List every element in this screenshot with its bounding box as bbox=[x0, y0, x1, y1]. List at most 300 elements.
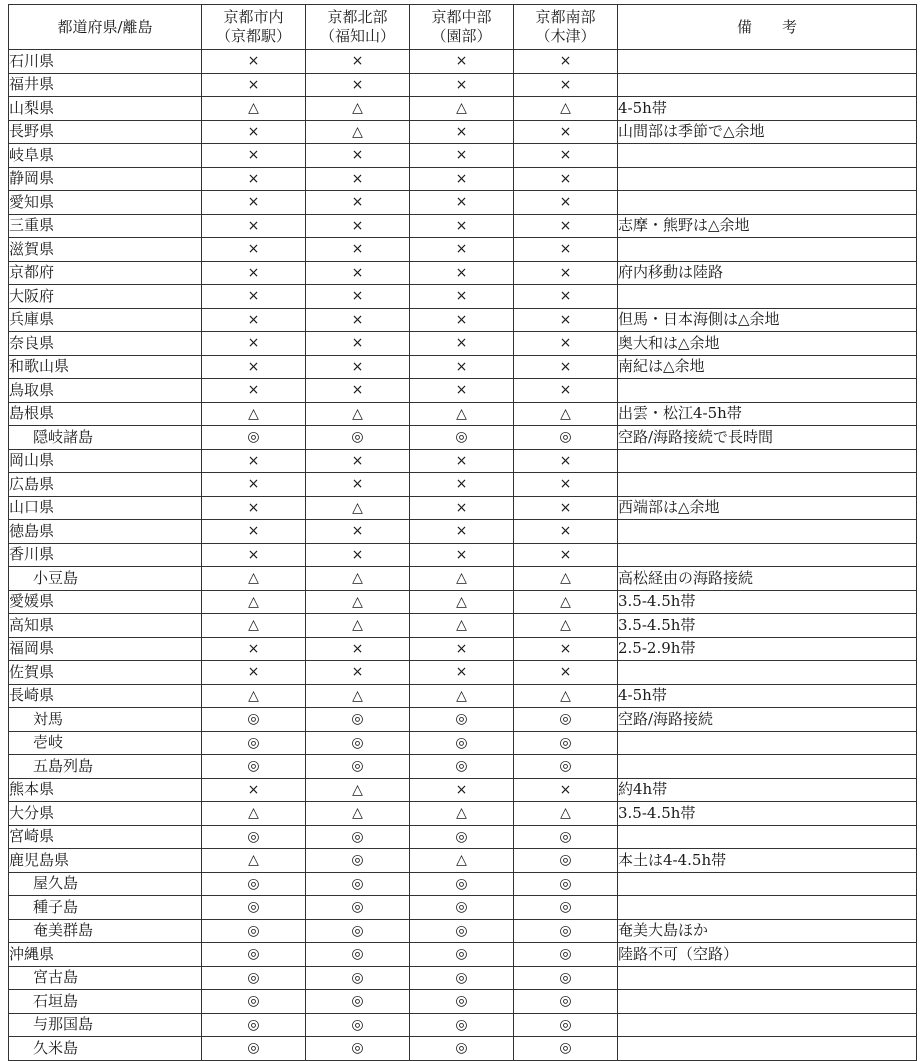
availability-mark: ◎ bbox=[455, 993, 468, 1009]
table-row bbox=[9, 473, 917, 497]
availability-cell bbox=[514, 567, 618, 591]
availability-mark: × bbox=[455, 640, 468, 657]
availability-cell bbox=[202, 144, 306, 168]
availability-mark: × bbox=[559, 123, 572, 140]
availability-mark: × bbox=[247, 523, 260, 539]
availability-cell bbox=[202, 896, 306, 920]
availability-mark: ◎ bbox=[559, 828, 572, 845]
note-cell bbox=[618, 238, 917, 262]
availability-mark: △ bbox=[248, 100, 259, 116]
availability-mark: × bbox=[455, 217, 468, 234]
availability-cell bbox=[514, 285, 618, 309]
availability-cell bbox=[514, 755, 618, 779]
availability-mark: ◎ bbox=[247, 828, 260, 845]
availability-mark: △ bbox=[248, 405, 259, 422]
note-cell bbox=[618, 1037, 917, 1061]
availability-cell bbox=[202, 73, 306, 97]
table-row bbox=[9, 778, 917, 802]
availability-mark: × bbox=[351, 523, 364, 539]
header-notes bbox=[618, 5, 917, 50]
table-row bbox=[9, 285, 917, 309]
availability-cell bbox=[410, 167, 514, 191]
availability-mark: △ bbox=[560, 570, 571, 586]
availability-mark: × bbox=[351, 170, 364, 187]
availability-cell bbox=[306, 919, 410, 943]
availability-mark: △ bbox=[248, 687, 259, 704]
availability-cell bbox=[306, 849, 410, 873]
table-row bbox=[9, 379, 917, 403]
island-name: 種子島 bbox=[9, 896, 202, 920]
availability-cell bbox=[202, 379, 306, 403]
note-cell bbox=[618, 285, 917, 309]
note-cell bbox=[618, 661, 917, 685]
prefecture-name: 愛媛県 bbox=[9, 590, 202, 614]
availability-cell bbox=[514, 943, 618, 967]
table-row bbox=[9, 661, 917, 685]
availability-cell bbox=[410, 896, 514, 920]
availability-mark: × bbox=[559, 452, 572, 469]
availability-mark: × bbox=[247, 170, 260, 187]
prefecture-name: 鹿児島県 bbox=[9, 849, 202, 873]
availability-cell bbox=[306, 73, 410, 97]
note-cell: 但馬・日本海側は△余地 bbox=[618, 308, 917, 332]
availability-mark: × bbox=[247, 241, 260, 257]
table-row bbox=[9, 144, 917, 168]
availability-mark: × bbox=[247, 76, 260, 93]
availability-cell bbox=[306, 261, 410, 285]
availability-cell bbox=[306, 238, 410, 262]
note-cell bbox=[618, 1013, 917, 1037]
table-row bbox=[9, 637, 917, 661]
table-row bbox=[9, 543, 917, 567]
availability-mark: △ bbox=[560, 405, 571, 422]
note-cell bbox=[618, 50, 917, 74]
prefecture-name: 大分県 bbox=[9, 802, 202, 826]
table-row bbox=[9, 990, 917, 1014]
prefecture-name: 福井県 bbox=[9, 73, 202, 97]
availability-mark: × bbox=[559, 664, 572, 680]
availability-cell bbox=[410, 261, 514, 285]
availability-mark: ◎ bbox=[351, 993, 364, 1009]
availability-mark: × bbox=[247, 546, 260, 563]
availability-cell bbox=[202, 426, 306, 450]
availability-mark: ◎ bbox=[455, 1016, 468, 1033]
availability-mark: × bbox=[455, 76, 468, 93]
header-area-line2: （木津） bbox=[535, 27, 596, 45]
availability-mark: × bbox=[247, 452, 260, 469]
note-cell bbox=[618, 896, 917, 920]
availability-cell bbox=[410, 308, 514, 332]
availability-mark: △ bbox=[560, 805, 571, 821]
table-row bbox=[9, 966, 917, 990]
availability-cell bbox=[202, 966, 306, 990]
prefecture-name: 福岡県 bbox=[9, 637, 202, 661]
availability-mark: × bbox=[247, 335, 260, 351]
table-row bbox=[9, 402, 917, 426]
table-row bbox=[9, 896, 917, 920]
availability-cell bbox=[410, 872, 514, 896]
availability-cell bbox=[514, 355, 618, 379]
table-row bbox=[9, 191, 917, 215]
note-cell: 3.5-4.5h帯 bbox=[618, 614, 917, 638]
availability-cell bbox=[514, 966, 618, 990]
availability-mark: ◎ bbox=[351, 922, 364, 939]
availability-cell bbox=[306, 943, 410, 967]
availability-mark: × bbox=[351, 640, 364, 657]
availability-mark: × bbox=[559, 170, 572, 187]
availability-cell bbox=[514, 590, 618, 614]
availability-mark: ◎ bbox=[247, 922, 260, 939]
availability-mark: ◎ bbox=[455, 922, 468, 939]
availability-cell bbox=[514, 379, 618, 403]
availability-mark: × bbox=[455, 311, 468, 328]
availability-mark: △ bbox=[248, 570, 259, 586]
availability-cell bbox=[306, 755, 410, 779]
header-prefecture bbox=[9, 5, 202, 50]
availability-mark: ◎ bbox=[559, 758, 572, 774]
note-cell bbox=[618, 73, 917, 97]
availability-cell bbox=[514, 144, 618, 168]
availability-cell bbox=[202, 238, 306, 262]
availability-mark: × bbox=[247, 217, 260, 234]
availability-cell bbox=[306, 97, 410, 121]
prefecture-name: 石川県 bbox=[9, 50, 202, 74]
availability-mark: × bbox=[559, 311, 572, 328]
availability-mark: ◎ bbox=[351, 711, 364, 727]
availability-cell bbox=[410, 120, 514, 144]
availability-cell bbox=[514, 1037, 618, 1061]
note-cell: 4-5h帯 bbox=[618, 684, 917, 708]
availability-mark: × bbox=[455, 452, 468, 469]
availability-cell bbox=[306, 355, 410, 379]
note-cell: 高松経由の海路接続 bbox=[618, 567, 917, 591]
header-area-kyoto-south bbox=[514, 5, 618, 50]
note-cell: 2.5-2.9h帯 bbox=[618, 637, 917, 661]
availability-mark: × bbox=[247, 640, 260, 657]
availability-cell bbox=[202, 1013, 306, 1037]
prefecture-name: 兵庫県 bbox=[9, 308, 202, 332]
prefecture-name: 沖縄県 bbox=[9, 943, 202, 967]
availability-cell bbox=[306, 426, 410, 450]
note-cell bbox=[618, 990, 917, 1014]
table-row bbox=[9, 332, 917, 356]
availability-cell bbox=[514, 332, 618, 356]
table-row bbox=[9, 849, 917, 873]
note-cell: 約4h帯 bbox=[618, 778, 917, 802]
availability-cell bbox=[410, 1013, 514, 1037]
table-row bbox=[9, 684, 917, 708]
availability-mark: △ bbox=[352, 805, 363, 821]
table-row bbox=[9, 802, 917, 826]
availability-mark: ◎ bbox=[455, 969, 468, 986]
table-row bbox=[9, 872, 917, 896]
note-cell bbox=[618, 144, 917, 168]
prefecture-name: 大阪府 bbox=[9, 285, 202, 309]
availability-mark: △ bbox=[248, 805, 259, 821]
availability-cell bbox=[410, 919, 514, 943]
availability-cell bbox=[306, 473, 410, 497]
availability-mark: × bbox=[351, 264, 364, 281]
availability-mark: × bbox=[247, 123, 260, 140]
availability-mark: × bbox=[559, 53, 572, 69]
availability-mark: △ bbox=[560, 100, 571, 116]
header-area-kyoto-central bbox=[410, 5, 514, 50]
availability-cell bbox=[514, 120, 618, 144]
note-cell: 山間部は季節で△余地 bbox=[618, 120, 917, 144]
availability-cell bbox=[514, 543, 618, 567]
availability-cell bbox=[306, 402, 410, 426]
availability-mark: × bbox=[351, 452, 364, 469]
island-name: 壱岐 bbox=[9, 731, 202, 755]
table-row bbox=[9, 943, 917, 967]
availability-cell bbox=[306, 144, 410, 168]
availability-mark: × bbox=[351, 147, 364, 163]
note-cell: 空路/海路接続 bbox=[618, 708, 917, 732]
prefecture-name: 滋賀県 bbox=[9, 238, 202, 262]
availability-mark: △ bbox=[456, 617, 467, 633]
availability-cell bbox=[306, 543, 410, 567]
availability-cell bbox=[306, 332, 410, 356]
header-area-line1: 京都中部 bbox=[431, 8, 492, 26]
availability-mark: × bbox=[559, 147, 572, 163]
availability-mark: × bbox=[559, 476, 572, 492]
availability-cell bbox=[306, 661, 410, 685]
availability-mark: △ bbox=[352, 570, 363, 586]
availability-cell bbox=[410, 355, 514, 379]
availability-mark: ◎ bbox=[247, 993, 260, 1009]
availability-cell bbox=[306, 308, 410, 332]
availability-cell bbox=[202, 120, 306, 144]
availability-cell bbox=[202, 778, 306, 802]
availability-mark: × bbox=[559, 640, 572, 657]
availability-mark: △ bbox=[248, 593, 259, 610]
table-row bbox=[9, 50, 917, 74]
availability-cell bbox=[306, 802, 410, 826]
availability-mark: ◎ bbox=[247, 875, 260, 892]
availability-mark: × bbox=[351, 217, 364, 234]
note-cell bbox=[618, 520, 917, 544]
availability-mark: × bbox=[455, 123, 468, 140]
availability-cell bbox=[514, 449, 618, 473]
availability-cell bbox=[202, 943, 306, 967]
availability-cell bbox=[202, 708, 306, 732]
availability-cell bbox=[306, 966, 410, 990]
availability-mark: × bbox=[455, 781, 468, 798]
table-row bbox=[9, 731, 917, 755]
availability-cell bbox=[410, 543, 514, 567]
note-cell: 4-5h帯 bbox=[618, 97, 917, 121]
prefecture-name: 静岡県 bbox=[9, 167, 202, 191]
availability-mark: ◎ bbox=[351, 852, 364, 868]
availability-mark: ◎ bbox=[455, 1040, 468, 1056]
availability-mark: ◎ bbox=[559, 875, 572, 892]
availability-mark: ◎ bbox=[455, 711, 468, 727]
availability-mark: × bbox=[351, 358, 364, 375]
header-area-line2: （福知山） bbox=[319, 27, 395, 45]
availability-cell bbox=[410, 214, 514, 238]
table-row bbox=[9, 214, 917, 238]
availability-mark: △ bbox=[456, 805, 467, 821]
availability-mark: ◎ bbox=[559, 852, 572, 868]
table-row bbox=[9, 919, 917, 943]
availability-cell bbox=[410, 825, 514, 849]
availability-cell bbox=[514, 308, 618, 332]
availability-mark: △ bbox=[352, 781, 363, 798]
availability-cell bbox=[514, 872, 618, 896]
availability-cell bbox=[202, 590, 306, 614]
availability-cell bbox=[306, 496, 410, 520]
availability-cell bbox=[410, 731, 514, 755]
prefecture-name: 香川県 bbox=[9, 543, 202, 567]
availability-cell bbox=[514, 637, 618, 661]
island-name: 久米島 bbox=[9, 1037, 202, 1061]
availability-mark: × bbox=[351, 311, 364, 328]
availability-cell bbox=[410, 379, 514, 403]
availability-cell bbox=[202, 661, 306, 685]
availability-cell bbox=[202, 285, 306, 309]
availability-mark: × bbox=[559, 76, 572, 93]
availability-mark: × bbox=[455, 382, 468, 398]
availability-cell bbox=[410, 943, 514, 967]
table-row bbox=[9, 73, 917, 97]
prefecture-name: 奈良県 bbox=[9, 332, 202, 356]
availability-mark: ◎ bbox=[247, 429, 260, 445]
note-cell: 南紀は△余地 bbox=[618, 355, 917, 379]
table-row bbox=[9, 614, 917, 638]
header-area-line2: （園部） bbox=[431, 27, 492, 45]
availability-cell bbox=[514, 426, 618, 450]
availability-cell bbox=[410, 849, 514, 873]
availability-cell bbox=[202, 261, 306, 285]
availability-cell bbox=[202, 308, 306, 332]
availability-cell bbox=[202, 167, 306, 191]
island-name: 対馬 bbox=[9, 708, 202, 732]
table-row bbox=[9, 708, 917, 732]
availability-mark: ◎ bbox=[247, 1016, 260, 1033]
availability-mark: × bbox=[455, 53, 468, 69]
availability-mark: △ bbox=[560, 593, 571, 610]
note-cell bbox=[618, 825, 917, 849]
availability-cell bbox=[202, 802, 306, 826]
availability-mark: △ bbox=[352, 687, 363, 704]
note-cell bbox=[618, 755, 917, 779]
note-cell: 3.5-4.5h帯 bbox=[618, 590, 917, 614]
availability-cell bbox=[202, 191, 306, 215]
note-cell: 府内移動は陸路 bbox=[618, 261, 917, 285]
table-row bbox=[9, 755, 917, 779]
note-cell bbox=[618, 543, 917, 567]
availability-cell bbox=[514, 802, 618, 826]
availability-mark: × bbox=[559, 499, 572, 516]
availability-mark: ◎ bbox=[559, 969, 572, 986]
availability-cell bbox=[202, 637, 306, 661]
availability-mark: × bbox=[455, 664, 468, 680]
table-row bbox=[9, 567, 917, 591]
availability-cell bbox=[306, 896, 410, 920]
availability-cell bbox=[202, 473, 306, 497]
note-cell bbox=[618, 167, 917, 191]
availability-cell bbox=[514, 402, 618, 426]
note-cell bbox=[618, 731, 917, 755]
availability-mark: ◎ bbox=[351, 758, 364, 774]
availability-mark: × bbox=[247, 664, 260, 680]
note-cell: 奥大和は△余地 bbox=[618, 332, 917, 356]
prefecture-name: 宮崎県 bbox=[9, 825, 202, 849]
availability-mark: ◎ bbox=[247, 946, 260, 962]
availability-cell bbox=[514, 73, 618, 97]
availability-cell bbox=[410, 285, 514, 309]
availability-mark: × bbox=[351, 241, 364, 257]
availability-mark: × bbox=[559, 264, 572, 281]
availability-mark: × bbox=[559, 382, 572, 398]
availability-cell bbox=[514, 825, 618, 849]
availability-mark: × bbox=[351, 664, 364, 680]
table-row bbox=[9, 1013, 917, 1037]
availability-cell bbox=[306, 167, 410, 191]
availability-mark: × bbox=[351, 382, 364, 398]
prefecture-name: 三重県 bbox=[9, 214, 202, 238]
availability-mark: ◎ bbox=[455, 758, 468, 774]
availability-mark: × bbox=[559, 335, 572, 351]
availability-cell bbox=[514, 896, 618, 920]
availability-cell bbox=[410, 332, 514, 356]
travel-table bbox=[8, 4, 917, 1061]
availability-cell bbox=[306, 285, 410, 309]
availability-mark: ◎ bbox=[455, 828, 468, 845]
availability-mark: ◎ bbox=[455, 429, 468, 445]
island-name: 隠岐諸島 bbox=[9, 426, 202, 450]
availability-cell bbox=[514, 849, 618, 873]
availability-cell bbox=[306, 1013, 410, 1037]
availability-mark: ◎ bbox=[351, 429, 364, 445]
prefecture-name: 山梨県 bbox=[9, 97, 202, 121]
availability-cell bbox=[514, 214, 618, 238]
availability-cell bbox=[410, 238, 514, 262]
header-area-line1: 京都南部 bbox=[535, 8, 596, 26]
availability-mark: × bbox=[559, 194, 572, 210]
availability-cell bbox=[202, 496, 306, 520]
availability-cell bbox=[514, 50, 618, 74]
availability-mark: △ bbox=[456, 687, 467, 704]
availability-cell bbox=[306, 520, 410, 544]
availability-cell bbox=[202, 614, 306, 638]
availability-mark: ◎ bbox=[559, 429, 572, 445]
table-row bbox=[9, 97, 917, 121]
availability-mark: ◎ bbox=[455, 946, 468, 962]
availability-mark: × bbox=[559, 781, 572, 798]
table-row bbox=[9, 120, 917, 144]
availability-mark: ◎ bbox=[247, 711, 260, 727]
prefecture-name: 長崎県 bbox=[9, 684, 202, 708]
note-cell: 西端部は△余地 bbox=[618, 496, 917, 520]
availability-cell bbox=[410, 449, 514, 473]
availability-cell bbox=[306, 1037, 410, 1061]
availability-mark: × bbox=[351, 194, 364, 210]
availability-cell bbox=[410, 661, 514, 685]
availability-cell bbox=[202, 755, 306, 779]
note-cell bbox=[618, 449, 917, 473]
availability-mark: ◎ bbox=[351, 734, 364, 751]
availability-mark: △ bbox=[456, 570, 467, 586]
availability-cell bbox=[306, 778, 410, 802]
availability-mark: ◎ bbox=[559, 1016, 572, 1033]
availability-mark: × bbox=[351, 288, 364, 304]
availability-cell bbox=[410, 590, 514, 614]
prefecture-name: 岐阜県 bbox=[9, 144, 202, 168]
availability-mark: ◎ bbox=[559, 734, 572, 751]
availability-cell bbox=[306, 214, 410, 238]
island-name: 宮古島 bbox=[9, 966, 202, 990]
